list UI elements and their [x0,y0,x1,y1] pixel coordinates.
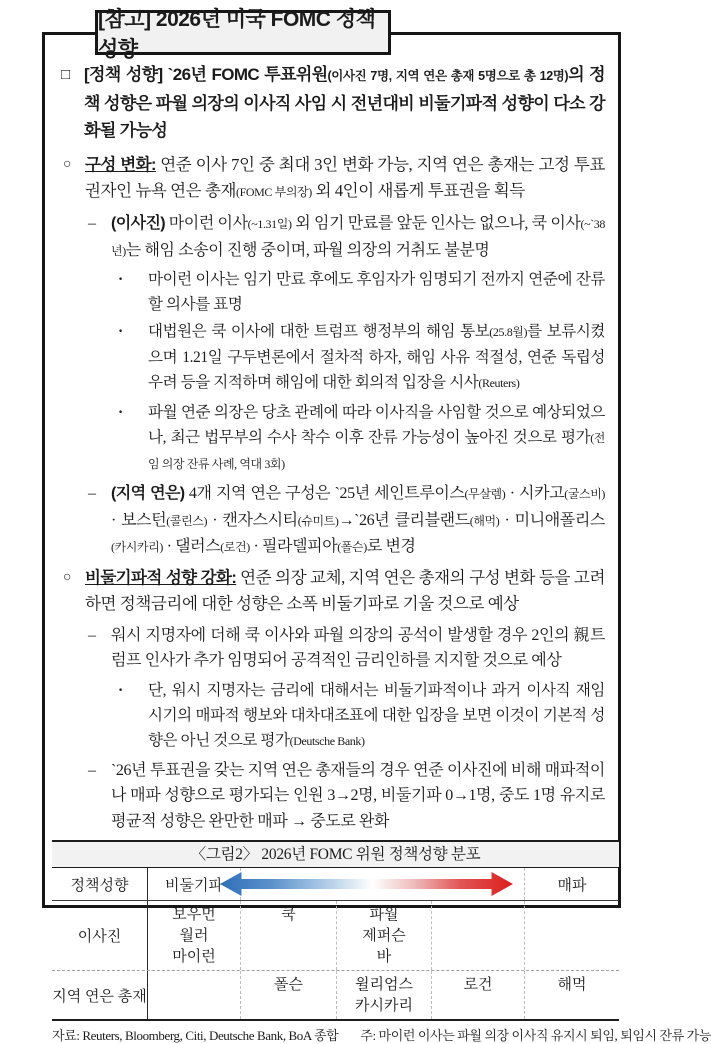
dot-bullet-icon: · [118,271,123,288]
row-label-board: 이사진 [52,901,148,970]
dot-bullet-icon: · [118,681,123,699]
para-warsh-trump-text: 워시 지명자에 더해 쿡 이사와 파월 의장의 공석이 발생할 경우 2인의 親트럼프 인사가 추가 임명되어 공격적인 금리인하를 지지할 것으로 예상 [111,626,605,669]
square-bullet-icon: □ [61,66,70,83]
regional-presidents-row [52,971,619,1019]
dash-bullet-icon: – [88,626,96,644]
stance-spectrum-cell [241,868,525,900]
dash-bullet-icon: – [88,485,96,502]
figure-note: 주: 마이런 이사는 파월 의장 이사직 유지시 퇴임, 퇴임시 잔류 가능 [360,1028,711,1043]
para-regional-feds [61,481,605,561]
header-policy-stance: 정책성향 [52,868,148,900]
report-title: [참고] 2026년 미국 FOMC 정책성향 [98,7,376,61]
circle-bullet-icon: ○ [63,569,72,585]
para-supreme-court-text: 대법원은 쿡 이사에 대한 트럼프 행정부의 해임 통보(25.8월)를 보류시켰으며 1.21일 구두변론에서 절차적 하자, 해임 사유 적절성, 연준 독립성 우려 등을 지적하며 해임에 대한 회의적 입장을 시사(Reuters) [148,323,605,391]
para-warsh-trump [61,623,605,674]
para-board-members-text: (이사진) 마이런 이사(~1.31일) 외 임기 만료를 앞둔 인사는 없으나, 쿡 이사(~`38년)는 해임 소송이 진행 중이며, 파월 의장의 거취도 불분명 [111,215,606,259]
para-board-members [61,211,605,264]
cell-board-empty-2 [525,901,619,970]
para-supreme-court [61,319,605,396]
para-dovish-shift [61,565,605,617]
para-voter-balance [61,758,605,835]
row-label-regional: 지역 연은 총재 [52,971,148,1019]
dove-hawk-gradient-arrow-icon [220,871,513,897]
figure2-table [52,840,619,1021]
board-row [52,901,619,971]
para-regional-feds-text: (지역 연은) 4개 지역 연은 구성은 `25년 세인트루이스(무살렘) · 시카고(굴스비) · 보스턴(콜린스) · 캔자스시티(슈미트)→`26년 클리블랜드(해먹) · 미니애폴리스(카시카리) · 댈러스(로건) · 필라델피아(폴슨)로 변경 [111,485,605,555]
para-dovish-shift-text: 비둘기파적 성향 강화: 연준 의장 교체, 지역 연은 총재의 구성 변화 등을 고려하면 정책금리에 대한 성향은 소폭 비둘기파로 기울 것으로 예상 [85,567,605,613]
cell-regional-center: 윌리엄스 카시카리 [337,971,432,1019]
dash-bullet-icon: – [88,761,96,779]
header-dove: 비둘기파 [148,868,241,900]
cell-board-cook: 쿡 [241,901,337,970]
para-composition-change-text: 구성 변화: 연준 이사 7인 중 최대 3인 변화 가능, 지역 연은 총재는 고정 투표권자인 뉴욕 연은 총재(FOMC 부의장) 외 4인이 새롭게 투표권을 획득 [85,155,605,200]
dot-bullet-icon: · [118,404,123,421]
dot-bullet-icon: · [118,323,123,340]
para-composition-change [61,152,605,205]
para-powell-resign [61,400,605,477]
cell-board-center: 파월 제퍼슨 바 [337,901,432,970]
para-warsh-caveat-text: 단, 워시 지명자는 금리에 대해서는 비둘기파적이나 과거 이사직 재임 시기의 매파적 행보와 대차대조표에 대한 입장을 보면 이것이 기본적 성향은 아닌 것으로 평가(Deutsche Bank) [148,681,605,749]
cell-board-empty-1 [432,901,525,970]
document-body [45,35,711,1044]
para-miran-stay-text: 마이런 이사는 임기 만료 후에도 후임자가 임명되기 전까지 연준에 잔류할 의사를 표명 [148,271,605,313]
para-miran-stay [61,267,605,317]
cell-board-dove: 보우먼 월러 마이런 [148,901,241,970]
figure-title: 〈그림2〉 2026년 FOMC 위원 정책성향 분포 [52,842,619,868]
header-hawk: 매파 [557,877,587,894]
cell-regional-paulson: 폴슨 [241,971,337,1019]
figure-header-row [52,868,619,901]
document-border-box [42,32,711,1043]
figure-source: 자료: Reuters, Bloomberg, Citi, Deutsche Bank, BoA 종합 [52,1028,339,1043]
cell-regional-empty [148,971,241,1019]
report-title-box [95,7,391,61]
cell-regional-hammack: 해먹 [557,977,587,993]
cell-regional-logan: 로건 [432,971,525,1019]
figure-grid [52,868,619,1021]
para-warsh-caveat [61,678,605,754]
para-policy-stance-text: [정책 성향] `26년 FOMC 투표위원(이사진 7명, 지역 연은 총재 5명으로 총 12명)의 정책 성향은 파월 의장의 이사직 사임 시 전년대비 비둘기파적 성향이 다소 강화될 가능성 [84,65,605,140]
figure-footer [52,1025,711,1044]
para-policy-stance [61,61,605,144]
circle-bullet-icon: ○ [63,157,72,172]
para-voter-balance-text: `26년 투표권을 갖는 지역 연은 총재들의 경우 연준 이사진에 비해 매파적이나 매파 성향으로 평가되는 인원 3→2명, 비둘기파 0→1명, 중도 1명 유지로 평균적 성향은 완만한 매파 → 중도로 완화 [111,761,605,830]
dash-bullet-icon: – [88,215,96,232]
para-powell-resign-text: 파월 연준 의장은 당초 관례에 따라 이사직을 사임할 것으로 예상되었으나, 최근 법무부의 수사 착수 이후 잔류 가능성이 높아진 것으로 평가(전임 의장 잔류 사례, 역대 3회) [148,404,605,471]
